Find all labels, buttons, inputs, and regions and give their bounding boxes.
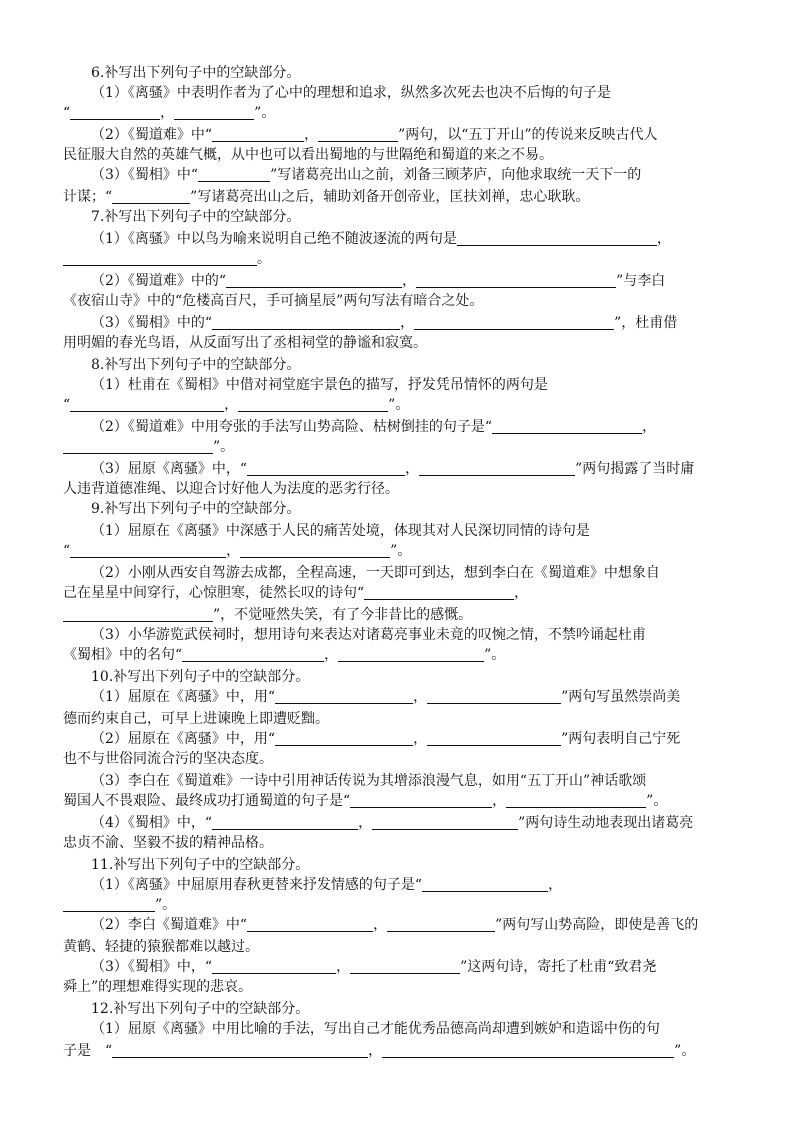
line-text: ”。 — [674, 1043, 696, 1059]
answer-blank[interactable] — [247, 461, 405, 476]
line-text: ， — [324, 647, 339, 663]
line-text: “ — [63, 397, 71, 413]
line-text: 《蜀相》中的名句“ — [63, 647, 183, 663]
line-text: ”。 — [390, 543, 412, 559]
text-line — [91, 772, 646, 790]
answer-blank[interactable] — [422, 877, 548, 892]
line-text: ， — [400, 315, 415, 331]
answer-blank[interactable] — [364, 585, 514, 600]
text-line — [91, 418, 656, 436]
line-text: 忠贞不渝、坚毅不拔的精神品格。 — [63, 835, 273, 851]
line-text: 《夜宿山寺》中的“危楼高百尺，手可摘星辰”两句写法有暗合之处。 — [63, 293, 484, 309]
line-text: “ — [63, 105, 71, 121]
text-line — [91, 522, 590, 540]
line-text: 。 — [257, 251, 271, 267]
answer-blank[interactable] — [419, 461, 575, 476]
line-text: ， — [304, 127, 319, 143]
line-text: ， — [224, 397, 239, 413]
line-text: 11.补写出下列句子中的空缺部分。 — [91, 857, 310, 873]
line-text: 蜀国人不畏艰险、最终成功打通蜀道的句子是“ — [63, 793, 351, 809]
line-text: ”两句，以“五丁开山”的传说来反映古代人 — [398, 127, 658, 143]
text-line — [91, 668, 309, 686]
text-line — [91, 814, 693, 832]
line-text: ”与李白 — [616, 273, 666, 289]
answer-blank[interactable] — [63, 439, 213, 454]
line-text: 9.补写出下列句子中的空缺部分。 — [91, 501, 301, 517]
line-text: ， — [405, 461, 420, 477]
answer-blank[interactable] — [338, 647, 484, 662]
line-text: ， — [402, 273, 417, 289]
answer-blank[interactable] — [247, 917, 373, 932]
text-line — [91, 856, 309, 874]
text-line — [63, 792, 667, 810]
text-line — [91, 688, 680, 706]
line-text: ， — [160, 105, 175, 121]
line-text: 计谋；“ — [63, 189, 113, 205]
answer-blank[interactable] — [240, 543, 390, 558]
text-line — [63, 1042, 695, 1060]
answer-blank[interactable] — [275, 689, 413, 704]
line-text: （1）《离骚》中表明作者为了心中的理想和追求，纵然多次死去也决不后悔的句子是 — [91, 85, 611, 101]
line-text: ”。 — [388, 397, 410, 413]
text-line — [63, 584, 528, 602]
answer-blank[interactable] — [387, 917, 495, 932]
line-text: 10.补写出下列句子中的空缺部分。 — [91, 669, 310, 685]
text-line — [91, 208, 300, 226]
answer-blank[interactable] — [63, 251, 257, 266]
line-text: ， — [514, 585, 529, 601]
line-text: 6.补写出下列句子中的空缺部分。 — [91, 65, 301, 81]
text-line — [63, 542, 411, 560]
line-text: ”。 — [646, 793, 668, 809]
answer-blank[interactable] — [70, 543, 226, 558]
line-text: ”两句写虽然崇尚美 — [561, 689, 681, 705]
answer-blank[interactable] — [506, 793, 646, 808]
line-text: （2）《蜀道难》中“ — [91, 127, 213, 143]
line-text: 子是 “ — [63, 1043, 113, 1059]
line-text: 人违背道德准绳、以迎合讨好他人为法度的恶劣行径。 — [63, 481, 399, 497]
text-line — [63, 710, 329, 728]
text-line — [63, 396, 409, 414]
text-line — [91, 876, 562, 894]
text-line — [91, 916, 698, 934]
line-text: ”两句表明自己宁死 — [561, 731, 681, 747]
answer-blank[interactable] — [226, 273, 402, 288]
answer-blank[interactable] — [427, 731, 561, 746]
line-text: 8.补写出下列句子中的空缺部分。 — [91, 357, 301, 373]
answer-blank[interactable] — [416, 273, 616, 288]
text-line — [91, 314, 677, 332]
answer-blank[interactable] — [427, 689, 561, 704]
line-text: ， — [548, 877, 563, 893]
line-text: （3）李白在《蜀道难》一诗中引用神话传说为其增添浪漫气息，如用“五丁开山”神话歌颂 — [91, 773, 647, 789]
line-text: （2）屈原在《离骚》中，用“ — [91, 731, 276, 747]
answer-blank[interactable] — [63, 897, 155, 912]
line-text: ， — [358, 815, 373, 831]
answer-blank[interactable] — [318, 127, 398, 142]
text-line — [63, 146, 553, 164]
text-line — [91, 126, 658, 144]
answer-blank[interactable] — [414, 315, 614, 330]
text-line — [63, 480, 399, 498]
line-text: ”，杜甫借 — [614, 315, 678, 331]
text-line — [91, 1000, 309, 1018]
text-line — [91, 626, 646, 644]
text-line — [91, 84, 611, 102]
text-line — [63, 938, 259, 956]
answer-blank[interactable] — [70, 105, 160, 120]
text-line — [91, 376, 548, 394]
line-text: ， — [656, 231, 671, 247]
line-text: （2）《蜀道难》中的“ — [91, 273, 227, 289]
line-text: ”。 — [254, 105, 276, 121]
line-text: ， — [492, 793, 507, 809]
line-text: 用明媚的春光鸟语，从反面写出了丞相祠堂的静谧和寂寞。 — [63, 335, 427, 351]
line-text: （3）屈原《离骚》中，“ — [91, 461, 248, 477]
text-line — [91, 64, 300, 82]
text-line — [91, 564, 660, 582]
answer-blank[interactable] — [182, 647, 324, 662]
line-text: （2）李白《蜀道难》中“ — [91, 917, 248, 933]
text-line — [91, 356, 300, 374]
line-text: ”。 — [155, 897, 177, 913]
line-text: 舜上”的理想难得实现的悲哀。 — [63, 979, 253, 995]
text-line — [91, 500, 300, 518]
line-text: （1）屈原在《离骚》中深感于人民的痛苦处境，体现其对人民深切同情的诗句是 — [91, 523, 590, 539]
line-text: 己在星星中间穿行，心惊胆寒，徒然长叹的诗句“ — [63, 585, 365, 601]
answer-blank[interactable] — [112, 1043, 368, 1058]
line-text: （1）屈原《离骚》中用比喻的手法，写出自己才能优秀品德高尚却遭到嫉妒和造谣中伤的句 — [91, 1021, 660, 1037]
line-text: （3）《蜀相》中，“ — [91, 959, 213, 975]
line-text: （1）杜甫在《蜀相》中借对祠堂庭宇景色的描写，抒发凭吊情怀的两句是 — [91, 377, 548, 393]
line-text: 7.补写出下列句子中的空缺部分。 — [91, 209, 301, 225]
line-text: （2）《蜀道难》中用夸张的手法写山势高险、枯树倒挂的句子是“ — [91, 419, 493, 435]
answer-blank[interactable] — [492, 419, 642, 434]
answer-blank[interactable] — [275, 731, 413, 746]
text-line — [63, 978, 252, 996]
text-line — [91, 958, 656, 976]
line-text: ”这两句诗，寄托了杜甫“致君尧 — [460, 959, 657, 975]
answer-blank[interactable] — [350, 959, 460, 974]
line-text: （3）小华游览武侯祠时，想用诗句来表达对诸葛亮事业未竟的叹惋之情，不禁吟诵起杜甫 — [91, 627, 646, 643]
line-text: 黄鹤、轻捷的猿猴都难以越过。 — [63, 939, 259, 955]
line-text: ， — [642, 419, 657, 435]
line-text: 也不与世俗同流合污的坚决态度。 — [63, 751, 273, 767]
text-line — [63, 104, 275, 122]
text-line — [63, 334, 427, 352]
text-line — [63, 834, 273, 852]
line-text: （4）《蜀相》中，“ — [91, 815, 213, 831]
line-text: （2）小刚从西安自驾游去成都，全程高速，一天即可到达，想到李白在《蜀道难》中想象自 — [91, 565, 660, 581]
text-line — [63, 292, 483, 310]
answer-blank[interactable] — [63, 607, 213, 622]
answer-blank[interactable] — [212, 127, 304, 142]
text-line — [63, 606, 472, 624]
answer-blank[interactable] — [457, 231, 657, 246]
line-text: 民征服大自然的英雄气概，从中也可以看出蜀地的与世隔绝和蜀道的来之不易。 — [63, 147, 553, 163]
line-text: （1）《离骚》中以鸟为喻来说明自己绝不随波逐流的两句是 — [91, 231, 457, 247]
line-text: ”两句揭露了当时庸 — [575, 461, 695, 477]
answer-blank[interactable] — [382, 1043, 674, 1058]
text-line — [63, 750, 273, 768]
answer-blank[interactable] — [112, 189, 190, 204]
line-text: ， — [368, 1043, 383, 1059]
text-line — [91, 166, 641, 184]
line-text: ， — [413, 689, 428, 705]
answer-blank[interactable] — [212, 815, 358, 830]
text-line — [63, 646, 505, 664]
line-text: ”。 — [213, 439, 235, 455]
answer-blank[interactable] — [350, 793, 492, 808]
answer-blank[interactable] — [212, 315, 400, 330]
line-text: ”两句诗生动地表现出诸葛亮 — [518, 815, 694, 831]
line-text: ”，不觉哑然失笑，有了今非昔比的感慨。 — [213, 607, 473, 623]
line-text: ”两句写山势高险，即使是善飞的 — [495, 917, 699, 933]
answer-blank[interactable] — [372, 815, 518, 830]
answer-blank[interactable] — [198, 167, 270, 182]
line-text: 德而约束自己，可早上进谏晚上即遭贬黜。 — [63, 711, 329, 727]
text-line — [91, 230, 671, 248]
line-text: “ — [63, 543, 71, 559]
line-text: ， — [226, 543, 241, 559]
line-text: ， — [413, 731, 428, 747]
line-text: （1）《离骚》中屈原用春秋更替来抒发情感的句子是“ — [91, 877, 423, 893]
line-text: （1）屈原在《离骚》中，用“ — [91, 689, 276, 705]
answer-blank[interactable] — [174, 105, 254, 120]
line-text: ”写诸葛亮出山之前，刘备三顾茅庐，向他求取统一天下一的 — [270, 167, 642, 183]
text-line — [91, 730, 680, 748]
answer-blank[interactable] — [70, 397, 224, 412]
line-text: （3）《蜀相》中的“ — [91, 315, 213, 331]
text-line — [91, 1020, 660, 1038]
text-line — [63, 896, 176, 914]
line-text: ”写诸葛亮出山之后，辅助刘备开创帝业，匡扶刘禅，忠心耿耿。 — [190, 189, 590, 205]
text-line — [91, 460, 694, 478]
text-line — [63, 188, 589, 206]
text-line — [91, 272, 665, 290]
answer-blank[interactable] — [238, 397, 388, 412]
line-text: 12.补写出下列句子中的空缺部分。 — [91, 1001, 310, 1017]
answer-blank[interactable] — [212, 959, 336, 974]
line-text: ”。 — [484, 647, 506, 663]
text-line — [63, 438, 234, 456]
text-line — [63, 250, 271, 268]
line-text: （3）《蜀相》中“ — [91, 167, 199, 183]
line-text: ， — [373, 917, 388, 933]
line-text: ， — [336, 959, 351, 975]
